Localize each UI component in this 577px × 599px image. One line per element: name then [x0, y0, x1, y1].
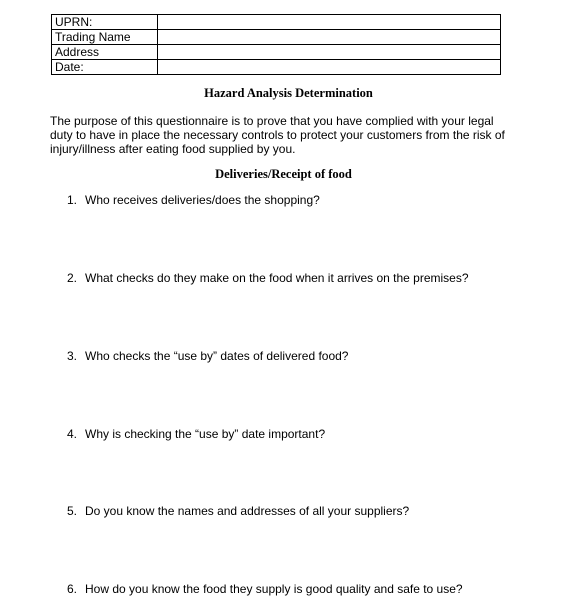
question-item — [67, 427, 325, 441]
date-label: Date: — [52, 60, 158, 75]
table-row — [52, 45, 501, 60]
question-text: How do you know the food they supply is good quality and safe to use? — [85, 582, 463, 596]
question-text: What checks do they make on the food when it arrives on the premises? — [85, 271, 469, 285]
date-field[interactable] — [158, 60, 501, 75]
question-number: 6. — [67, 582, 78, 596]
question-text: Who receives deliveries/does the shopping? — [85, 193, 320, 207]
question-number: 2. — [67, 271, 78, 285]
business-details-table — [51, 14, 501, 75]
question-text: Do you know the names and addresses of all your suppliers? — [85, 504, 410, 518]
uprn-label: UPRN: — [52, 15, 158, 30]
uprn-field[interactable] — [158, 15, 501, 30]
intro-paragraph: The purpose of this questionnaire is to prove that you have complied with your legal duty to have in place the necessary controls to protect your customers from the risk of injury/illness after eating food supplied by you. — [50, 114, 505, 156]
trading-name-field[interactable] — [158, 30, 501, 45]
table-row — [52, 60, 501, 75]
question-item — [67, 193, 320, 207]
trading-name-label: Trading Name — [52, 30, 158, 45]
section-title: Deliveries/Receipt of food — [215, 167, 352, 181]
question-item — [67, 504, 409, 518]
question-number: 4. — [67, 427, 78, 441]
table-row — [52, 30, 501, 45]
question-number: 1. — [67, 193, 78, 207]
question-number: 5. — [67, 504, 78, 518]
document-title: Hazard Analysis Determination — [204, 86, 373, 100]
table-row — [52, 15, 501, 30]
question-item — [67, 271, 469, 285]
address-field[interactable] — [158, 45, 501, 60]
question-number: 3. — [67, 349, 78, 363]
question-item — [67, 349, 348, 363]
question-text: Who checks the “use by” dates of delivered food? — [85, 349, 349, 363]
question-item — [67, 582, 463, 596]
question-text: Why is checking the “use by” date important? — [85, 427, 326, 441]
address-label: Address — [52, 45, 158, 60]
